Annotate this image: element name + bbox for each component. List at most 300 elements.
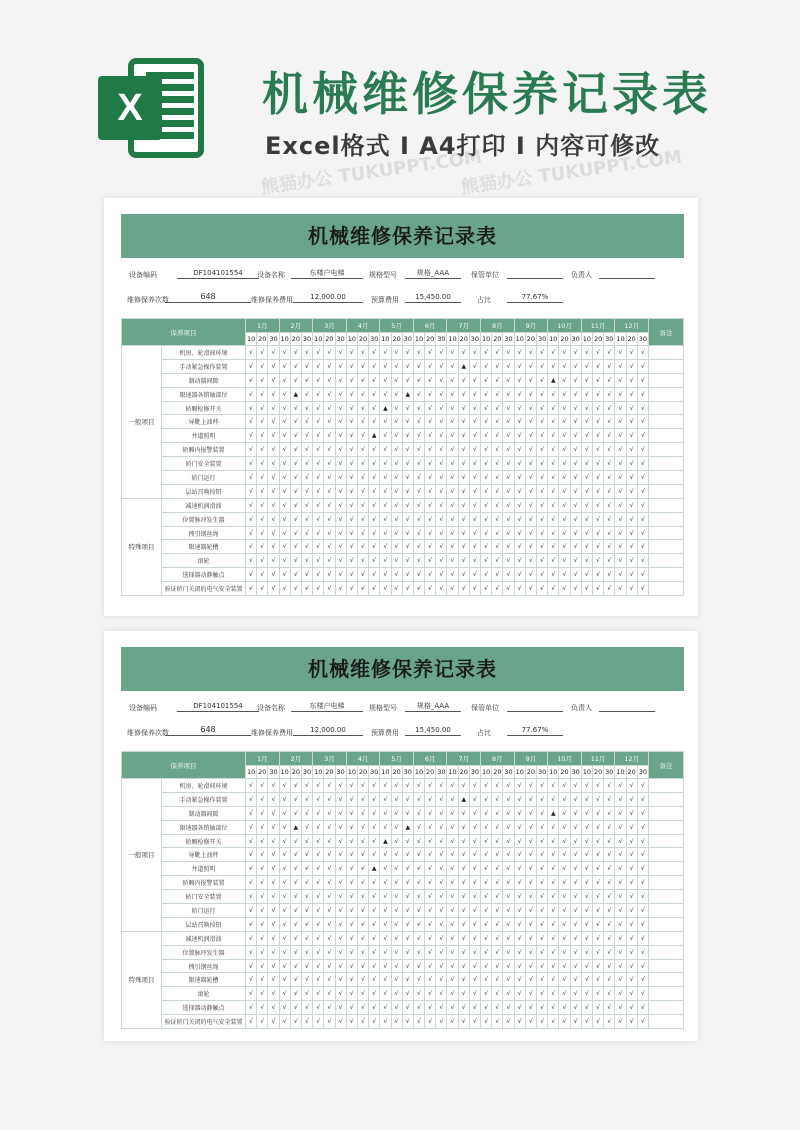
check-mark-cell[interactable]: √ [369, 554, 380, 568]
check-mark-cell[interactable]: √ [335, 373, 346, 387]
check-mark-cell[interactable]: √ [447, 415, 458, 429]
check-mark-cell[interactable]: √ [514, 526, 525, 540]
check-mark-cell[interactable]: √ [391, 792, 402, 806]
check-mark-cell[interactable]: √ [492, 1001, 503, 1015]
check-mark-cell[interactable]: √ [469, 346, 480, 360]
check-mark-cell[interactable]: √ [604, 471, 615, 485]
check-mark-cell[interactable]: √ [570, 834, 581, 848]
check-mark-cell[interactable]: √ [458, 876, 469, 890]
check-mark-cell[interactable]: √ [592, 959, 603, 973]
check-mark-cell[interactable]: √ [592, 945, 603, 959]
check-mark-cell[interactable]: √ [436, 890, 447, 904]
check-mark-cell[interactable]: √ [313, 512, 324, 526]
check-mark-cell[interactable]: √ [492, 401, 503, 415]
check-mark-cell[interactable]: √ [346, 359, 357, 373]
check-mark-cell[interactable]: √ [413, 554, 424, 568]
check-mark-cell[interactable]: √ [402, 415, 413, 429]
check-mark-cell[interactable]: √ [570, 987, 581, 1001]
note-cell[interactable] [648, 834, 683, 848]
check-mark-cell[interactable]: √ [380, 526, 391, 540]
check-mark-cell[interactable]: √ [290, 512, 301, 526]
check-mark-cell[interactable]: √ [324, 554, 335, 568]
check-mark-cell[interactable]: √ [503, 415, 514, 429]
check-mark-cell[interactable]: √ [559, 429, 570, 443]
check-mark-cell[interactable]: √ [514, 959, 525, 973]
check-mark-cell[interactable]: √ [346, 792, 357, 806]
check-mark-cell[interactable]: √ [492, 792, 503, 806]
check-mark-cell[interactable]: √ [615, 876, 626, 890]
check-mark-cell[interactable]: √ [324, 1001, 335, 1015]
check-mark-cell[interactable]: √ [559, 931, 570, 945]
check-mark-cell[interactable]: √ [592, 457, 603, 471]
check-mark-cell[interactable]: √ [570, 526, 581, 540]
check-mark-cell[interactable]: √ [604, 415, 615, 429]
check-mark-cell[interactable]: √ [290, 806, 301, 820]
check-mark-cell[interactable]: √ [279, 876, 290, 890]
check-mark-cell[interactable]: √ [279, 359, 290, 373]
check-mark-cell[interactable]: √ [257, 443, 268, 457]
check-mark-cell[interactable]: √ [268, 848, 279, 862]
check-mark-cell[interactable]: √ [469, 959, 480, 973]
check-mark-cell[interactable]: √ [290, 779, 301, 793]
check-mark-cell[interactable]: √ [615, 512, 626, 526]
check-mark-cell[interactable]: √ [380, 820, 391, 834]
check-mark-cell[interactable]: √ [313, 904, 324, 918]
check-mark-cell[interactable]: √ [626, 554, 637, 568]
check-mark-cell[interactable]: √ [268, 582, 279, 596]
check-mark-cell[interactable]: √ [492, 498, 503, 512]
check-mark-cell[interactable]: √ [537, 862, 548, 876]
check-mark-cell[interactable]: √ [469, 415, 480, 429]
check-mark-cell[interactable]: √ [514, 876, 525, 890]
check-mark-cell[interactable]: √ [604, 359, 615, 373]
check-mark-cell[interactable]: √ [301, 848, 312, 862]
check-mark-cell[interactable]: √ [413, 373, 424, 387]
check-mark-cell[interactable]: √ [279, 346, 290, 360]
check-mark-cell[interactable]: √ [626, 1015, 637, 1029]
check-mark-cell[interactable]: √ [525, 987, 536, 1001]
check-mark-cell[interactable]: √ [391, 554, 402, 568]
check-mark-cell[interactable]: √ [503, 346, 514, 360]
check-mark-cell[interactable]: √ [257, 876, 268, 890]
check-mark-cell[interactable]: √ [559, 945, 570, 959]
check-mark-cell[interactable]: √ [391, 359, 402, 373]
check-mark-cell[interactable]: √ [436, 373, 447, 387]
check-mark-cell[interactable]: √ [537, 568, 548, 582]
check-mark-cell[interactable]: √ [369, 512, 380, 526]
check-mark-cell[interactable]: √ [268, 387, 279, 401]
check-mark-cell[interactable]: √ [626, 792, 637, 806]
check-mark-cell[interactable]: √ [369, 904, 380, 918]
check-mark-cell[interactable]: √ [615, 540, 626, 554]
check-mark-cell[interactable]: √ [346, 876, 357, 890]
check-mark-cell[interactable]: √ [626, 582, 637, 596]
check-mark-cell[interactable]: √ [380, 415, 391, 429]
check-mark-cell[interactable]: √ [469, 862, 480, 876]
check-mark-cell[interactable]: √ [335, 346, 346, 360]
check-mark-cell[interactable]: √ [525, 820, 536, 834]
check-mark-cell[interactable]: √ [615, 862, 626, 876]
check-mark-cell[interactable]: √ [346, 904, 357, 918]
count-field[interactable]: 648 [165, 292, 251, 303]
check-mark-cell[interactable]: √ [548, 917, 559, 931]
check-mark-cell[interactable]: √ [268, 959, 279, 973]
check-mark-cell[interactable]: √ [581, 848, 592, 862]
check-mark-cell[interactable]: √ [268, 973, 279, 987]
check-mark-cell[interactable]: √ [357, 471, 368, 485]
check-mark-cell[interactable]: √ [402, 917, 413, 931]
check-mark-cell[interactable]: √ [257, 779, 268, 793]
unit-field[interactable] [507, 701, 563, 712]
check-mark-cell[interactable]: √ [413, 945, 424, 959]
check-mark-cell[interactable]: √ [369, 415, 380, 429]
check-mark-cell[interactable]: √ [637, 373, 648, 387]
check-mark-cell[interactable]: √ [413, 457, 424, 471]
check-mark-cell[interactable]: √ [279, 848, 290, 862]
note-cell[interactable] [648, 917, 683, 931]
check-mark-cell[interactable]: √ [492, 820, 503, 834]
check-mark-cell[interactable]: √ [436, 346, 447, 360]
check-mark-cell[interactable]: √ [570, 862, 581, 876]
check-mark-cell[interactable]: √ [548, 457, 559, 471]
check-mark-cell[interactable]: √ [514, 540, 525, 554]
check-mark-cell[interactable]: √ [346, 834, 357, 848]
check-mark-cell[interactable]: √ [301, 931, 312, 945]
warn-mark-cell[interactable]: ▲ [380, 834, 391, 848]
check-mark-cell[interactable]: √ [458, 373, 469, 387]
check-mark-cell[interactable]: √ [637, 540, 648, 554]
check-mark-cell[interactable]: √ [481, 779, 492, 793]
check-mark-cell[interactable]: √ [346, 862, 357, 876]
check-mark-cell[interactable]: √ [525, 862, 536, 876]
check-mark-cell[interactable]: √ [279, 373, 290, 387]
note-cell[interactable] [648, 792, 683, 806]
check-mark-cell[interactable]: √ [335, 862, 346, 876]
check-mark-cell[interactable]: √ [380, 1015, 391, 1029]
check-mark-cell[interactable]: √ [436, 820, 447, 834]
check-mark-cell[interactable]: √ [413, 512, 424, 526]
check-mark-cell[interactable]: √ [458, 1015, 469, 1029]
check-mark-cell[interactable]: √ [615, 443, 626, 457]
check-mark-cell[interactable]: √ [335, 443, 346, 457]
check-mark-cell[interactable]: √ [357, 931, 368, 945]
check-mark-cell[interactable]: √ [402, 429, 413, 443]
check-mark-cell[interactable]: √ [413, 792, 424, 806]
check-mark-cell[interactable]: √ [503, 401, 514, 415]
check-mark-cell[interactable]: √ [548, 359, 559, 373]
check-mark-cell[interactable]: √ [592, 429, 603, 443]
check-mark-cell[interactable]: √ [537, 987, 548, 1001]
check-mark-cell[interactable]: √ [503, 554, 514, 568]
check-mark-cell[interactable]: √ [425, 512, 436, 526]
check-mark-cell[interactable]: √ [346, 443, 357, 457]
check-mark-cell[interactable]: √ [290, 401, 301, 415]
check-mark-cell[interactable]: √ [246, 904, 257, 918]
check-mark-cell[interactable]: √ [391, 526, 402, 540]
check-mark-cell[interactable]: √ [458, 526, 469, 540]
check-mark-cell[interactable]: √ [637, 876, 648, 890]
check-mark-cell[interactable]: √ [458, 346, 469, 360]
check-mark-cell[interactable]: √ [290, 848, 301, 862]
check-mark-cell[interactable]: √ [246, 457, 257, 471]
check-mark-cell[interactable]: √ [436, 582, 447, 596]
check-mark-cell[interactable]: √ [514, 945, 525, 959]
check-mark-cell[interactable]: √ [413, 540, 424, 554]
check-mark-cell[interactable]: √ [301, 973, 312, 987]
check-mark-cell[interactable]: √ [458, 848, 469, 862]
check-mark-cell[interactable]: √ [279, 429, 290, 443]
check-mark-cell[interactable]: √ [503, 568, 514, 582]
check-mark-cell[interactable]: √ [537, 820, 548, 834]
check-mark-cell[interactable]: √ [380, 346, 391, 360]
check-mark-cell[interactable]: √ [324, 526, 335, 540]
note-cell[interactable] [648, 806, 683, 820]
check-mark-cell[interactable]: √ [626, 820, 637, 834]
check-mark-cell[interactable]: √ [436, 987, 447, 1001]
check-mark-cell[interactable]: √ [279, 890, 290, 904]
check-mark-cell[interactable]: √ [279, 457, 290, 471]
check-mark-cell[interactable]: √ [581, 526, 592, 540]
check-mark-cell[interactable]: √ [425, 498, 436, 512]
check-mark-cell[interactable]: √ [402, 1015, 413, 1029]
check-mark-cell[interactable]: √ [525, 1001, 536, 1015]
check-mark-cell[interactable]: √ [469, 1015, 480, 1029]
check-mark-cell[interactable]: √ [413, 931, 424, 945]
check-mark-cell[interactable]: √ [313, 554, 324, 568]
check-mark-cell[interactable]: √ [369, 876, 380, 890]
check-mark-cell[interactable]: √ [402, 945, 413, 959]
check-mark-cell[interactable]: √ [335, 806, 346, 820]
check-mark-cell[interactable]: √ [313, 931, 324, 945]
check-mark-cell[interactable]: √ [626, 429, 637, 443]
check-mark-cell[interactable]: √ [246, 471, 257, 485]
check-mark-cell[interactable]: √ [380, 1001, 391, 1015]
check-mark-cell[interactable]: √ [425, 973, 436, 987]
check-mark-cell[interactable]: √ [346, 484, 357, 498]
check-mark-cell[interactable]: √ [469, 540, 480, 554]
check-mark-cell[interactable]: √ [492, 945, 503, 959]
check-mark-cell[interactable]: √ [604, 973, 615, 987]
check-mark-cell[interactable]: √ [481, 471, 492, 485]
check-mark-cell[interactable]: √ [413, 401, 424, 415]
check-mark-cell[interactable]: √ [268, 779, 279, 793]
check-mark-cell[interactable]: √ [279, 792, 290, 806]
check-mark-cell[interactable]: √ [324, 457, 335, 471]
check-mark-cell[interactable]: √ [626, 959, 637, 973]
check-mark-cell[interactable]: √ [402, 498, 413, 512]
check-mark-cell[interactable]: √ [481, 1001, 492, 1015]
check-mark-cell[interactable]: √ [369, 568, 380, 582]
check-mark-cell[interactable]: √ [436, 834, 447, 848]
check-mark-cell[interactable]: √ [257, 931, 268, 945]
check-mark-cell[interactable]: √ [537, 443, 548, 457]
check-mark-cell[interactable]: √ [525, 890, 536, 904]
ratio-field[interactable]: 77.67% [507, 292, 563, 303]
check-mark-cell[interactable]: √ [570, 904, 581, 918]
check-mark-cell[interactable]: √ [548, 959, 559, 973]
check-mark-cell[interactable]: √ [626, 862, 637, 876]
check-mark-cell[interactable]: √ [290, 904, 301, 918]
check-mark-cell[interactable]: √ [346, 931, 357, 945]
check-mark-cell[interactable]: √ [481, 848, 492, 862]
check-mark-cell[interactable]: √ [637, 862, 648, 876]
check-mark-cell[interactable]: √ [481, 526, 492, 540]
check-mark-cell[interactable]: √ [469, 973, 480, 987]
check-mark-cell[interactable]: √ [637, 401, 648, 415]
check-mark-cell[interactable]: √ [626, 1001, 637, 1015]
check-mark-cell[interactable]: √ [492, 429, 503, 443]
check-mark-cell[interactable]: √ [514, 359, 525, 373]
check-mark-cell[interactable]: √ [637, 512, 648, 526]
check-mark-cell[interactable]: √ [380, 429, 391, 443]
check-mark-cell[interactable]: √ [525, 1015, 536, 1029]
check-mark-cell[interactable]: √ [335, 540, 346, 554]
check-mark-cell[interactable]: √ [581, 415, 592, 429]
note-cell[interactable] [648, 484, 683, 498]
check-mark-cell[interactable]: √ [559, 346, 570, 360]
check-mark-cell[interactable]: √ [469, 792, 480, 806]
check-mark-cell[interactable]: √ [447, 568, 458, 582]
check-mark-cell[interactable]: √ [637, 987, 648, 1001]
check-mark-cell[interactable]: √ [492, 387, 503, 401]
check-mark-cell[interactable]: √ [637, 931, 648, 945]
check-mark-cell[interactable]: √ [525, 848, 536, 862]
check-mark-cell[interactable]: √ [503, 512, 514, 526]
note-cell[interactable] [648, 346, 683, 360]
check-mark-cell[interactable]: √ [481, 401, 492, 415]
check-mark-cell[interactable]: √ [357, 820, 368, 834]
check-mark-cell[interactable]: √ [346, 848, 357, 862]
check-mark-cell[interactable]: √ [458, 834, 469, 848]
check-mark-cell[interactable]: √ [335, 1001, 346, 1015]
check-mark-cell[interactable]: √ [246, 443, 257, 457]
check-mark-cell[interactable]: √ [592, 359, 603, 373]
check-mark-cell[interactable]: √ [615, 973, 626, 987]
check-mark-cell[interactable]: √ [380, 862, 391, 876]
check-mark-cell[interactable]: √ [391, 806, 402, 820]
check-mark-cell[interactable]: √ [503, 471, 514, 485]
check-mark-cell[interactable]: √ [369, 973, 380, 987]
check-mark-cell[interactable]: √ [469, 498, 480, 512]
check-mark-cell[interactable]: √ [592, 415, 603, 429]
check-mark-cell[interactable]: √ [380, 917, 391, 931]
check-mark-cell[interactable]: √ [413, 834, 424, 848]
model-field[interactable]: 规格_AAA [405, 701, 461, 712]
check-mark-cell[interactable]: √ [357, 346, 368, 360]
check-mark-cell[interactable]: √ [357, 876, 368, 890]
check-mark-cell[interactable]: √ [246, 429, 257, 443]
check-mark-cell[interactable]: √ [637, 359, 648, 373]
check-mark-cell[interactable]: √ [313, 498, 324, 512]
check-mark-cell[interactable]: √ [369, 945, 380, 959]
check-mark-cell[interactable]: √ [469, 512, 480, 526]
check-mark-cell[interactable]: √ [581, 820, 592, 834]
check-mark-cell[interactable]: √ [458, 484, 469, 498]
check-mark-cell[interactable]: √ [514, 401, 525, 415]
check-mark-cell[interactable]: √ [626, 471, 637, 485]
check-mark-cell[interactable]: √ [257, 346, 268, 360]
check-mark-cell[interactable]: √ [637, 792, 648, 806]
check-mark-cell[interactable]: √ [391, 834, 402, 848]
check-mark-cell[interactable]: √ [380, 457, 391, 471]
check-mark-cell[interactable]: √ [604, 582, 615, 596]
check-mark-cell[interactable]: √ [324, 359, 335, 373]
check-mark-cell[interactable]: √ [436, 779, 447, 793]
check-mark-cell[interactable]: √ [369, 484, 380, 498]
check-mark-cell[interactable]: √ [335, 820, 346, 834]
check-mark-cell[interactable]: √ [391, 931, 402, 945]
check-mark-cell[interactable]: √ [492, 904, 503, 918]
check-mark-cell[interactable]: √ [425, 471, 436, 485]
check-mark-cell[interactable]: √ [301, 1001, 312, 1015]
check-mark-cell[interactable]: √ [559, 876, 570, 890]
check-mark-cell[interactable]: √ [290, 443, 301, 457]
check-mark-cell[interactable]: √ [301, 806, 312, 820]
check-mark-cell[interactable]: √ [313, 443, 324, 457]
check-mark-cell[interactable]: √ [469, 876, 480, 890]
check-mark-cell[interactable]: √ [357, 987, 368, 1001]
check-mark-cell[interactable]: √ [637, 959, 648, 973]
check-mark-cell[interactable]: √ [514, 484, 525, 498]
check-mark-cell[interactable]: √ [503, 484, 514, 498]
check-mark-cell[interactable]: √ [413, 484, 424, 498]
check-mark-cell[interactable]: √ [369, 471, 380, 485]
check-mark-cell[interactable]: √ [570, 806, 581, 820]
check-mark-cell[interactable]: √ [391, 848, 402, 862]
check-mark-cell[interactable]: √ [525, 387, 536, 401]
check-mark-cell[interactable]: √ [447, 373, 458, 387]
check-mark-cell[interactable]: √ [301, 498, 312, 512]
check-mark-cell[interactable]: √ [391, 973, 402, 987]
check-mark-cell[interactable]: √ [514, 890, 525, 904]
check-mark-cell[interactable]: √ [604, 792, 615, 806]
check-mark-cell[interactable]: √ [604, 443, 615, 457]
check-mark-cell[interactable]: √ [615, 834, 626, 848]
check-mark-cell[interactable]: √ [279, 443, 290, 457]
check-mark-cell[interactable]: √ [537, 582, 548, 596]
check-mark-cell[interactable]: √ [615, 359, 626, 373]
check-mark-cell[interactable]: √ [592, 1015, 603, 1029]
check-mark-cell[interactable]: √ [301, 526, 312, 540]
check-mark-cell[interactable]: √ [301, 554, 312, 568]
check-mark-cell[interactable]: √ [246, 959, 257, 973]
check-mark-cell[interactable]: √ [592, 387, 603, 401]
check-mark-cell[interactable]: √ [369, 346, 380, 360]
check-mark-cell[interactable]: √ [380, 471, 391, 485]
check-mark-cell[interactable]: √ [503, 1015, 514, 1029]
check-mark-cell[interactable]: √ [268, 526, 279, 540]
check-mark-cell[interactable]: √ [257, 862, 268, 876]
check-mark-cell[interactable]: √ [380, 973, 391, 987]
check-mark-cell[interactable]: √ [615, 471, 626, 485]
check-mark-cell[interactable]: √ [268, 512, 279, 526]
check-mark-cell[interactable]: √ [279, 526, 290, 540]
check-mark-cell[interactable]: √ [514, 415, 525, 429]
check-mark-cell[interactable]: √ [525, 959, 536, 973]
check-mark-cell[interactable]: √ [626, 484, 637, 498]
check-mark-cell[interactable]: √ [559, 415, 570, 429]
check-mark-cell[interactable]: √ [581, 806, 592, 820]
warn-mark-cell[interactable]: ▲ [458, 359, 469, 373]
check-mark-cell[interactable]: √ [313, 820, 324, 834]
check-mark-cell[interactable]: √ [279, 554, 290, 568]
check-mark-cell[interactable]: √ [391, 387, 402, 401]
check-mark-cell[interactable]: √ [290, 415, 301, 429]
check-mark-cell[interactable]: √ [290, 359, 301, 373]
check-mark-cell[interactable]: √ [615, 917, 626, 931]
check-mark-cell[interactable]: √ [492, 443, 503, 457]
ratio-field[interactable]: 77.67% [507, 725, 563, 736]
